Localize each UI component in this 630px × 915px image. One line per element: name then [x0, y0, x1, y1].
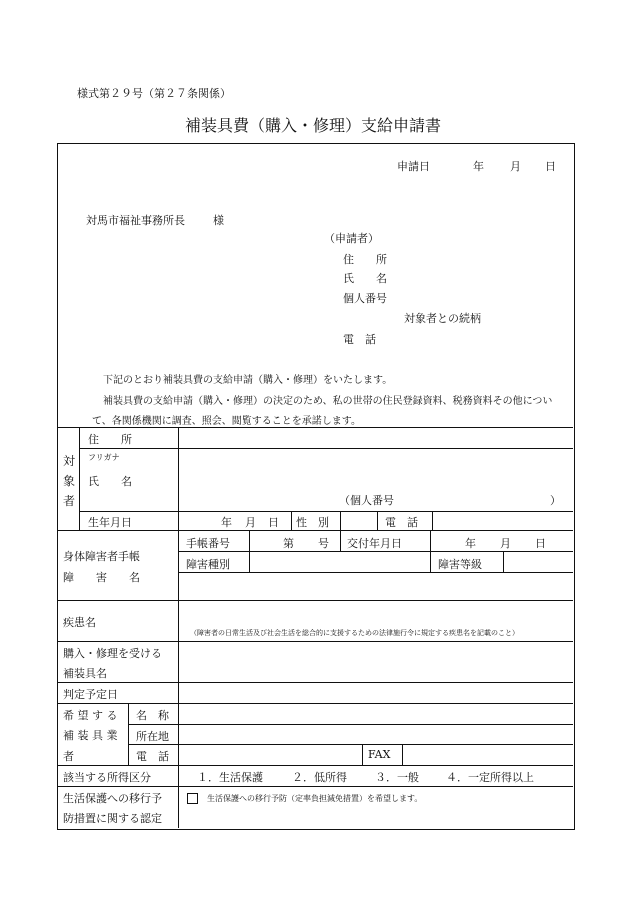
handbook-number-label: 手帳番号 — [186, 537, 230, 550]
subject-furigana-label: フリガナ — [88, 453, 120, 462]
applicant-phone-label: 電 話 — [343, 333, 376, 346]
birth-month: 月 — [245, 516, 256, 529]
subject-phone-label: 電 話 — [385, 516, 418, 529]
rule — [57, 765, 573, 766]
vendor-label-line1: 希 望 す る — [63, 709, 118, 722]
statement-line1: 下記のとおり補装具費の支給申請（購入・修理）をいたします。 — [103, 375, 393, 386]
rule — [249, 530, 250, 551]
rule — [57, 682, 573, 683]
statement-line3: て、各関係機関に調査、照会、閲覧することを承諾します。 — [92, 416, 361, 427]
vendor-location-label: 所在地 — [136, 730, 169, 743]
subject-personal-number-close: ） — [550, 494, 561, 507]
rule — [57, 600, 573, 601]
birth-year: 年 — [221, 516, 232, 529]
subject-birthdate-label: 生年月日 — [88, 516, 132, 529]
rule — [362, 744, 363, 765]
statement-line2: 補装具費の支給申請（購入・修理）の決定のため、私の世帯の住民登録資料、税務資料その他につい — [103, 396, 553, 407]
rule — [128, 744, 573, 745]
date-day: 日 — [545, 160, 556, 173]
subject-side-char3: 者 — [63, 494, 76, 508]
applicant-name-label: 氏 名 — [343, 272, 387, 285]
subject-side-char2: 象 — [63, 474, 76, 488]
gender-label: 性 別 — [296, 516, 329, 529]
birth-day: 日 — [268, 516, 279, 529]
rule — [430, 530, 431, 551]
subject-side-char1: 対 — [63, 454, 76, 468]
date-year: 年 — [473, 160, 484, 173]
rule — [291, 511, 292, 530]
relationship-label: 対象者との続柄 — [404, 312, 481, 325]
rule — [57, 530, 573, 531]
welfare-checkbox-text: 生活保護への移行予防（定率負担減免措置）を希望します。 — [207, 794, 423, 803]
vendor-label-line3: 者 — [63, 750, 74, 763]
disease-label: 疾患名 — [63, 616, 96, 629]
rule — [57, 786, 573, 787]
vendor-fax-label: FAX — [368, 748, 391, 761]
welfare-label-line2: 防措置に関する認定 — [63, 812, 162, 825]
form-number: 様式第２９号（第２７条関係） — [77, 87, 231, 100]
rule — [79, 511, 573, 512]
rule — [249, 551, 250, 572]
vendor-phone-label: 電 話 — [136, 750, 169, 763]
form-title: 補装具費（購入・修理）支給申請書 — [185, 116, 442, 135]
applicant-address-label: 住 所 — [343, 253, 387, 266]
judgement-date-label: 判定予定日 — [63, 688, 118, 701]
rule — [503, 551, 504, 572]
rule — [128, 724, 573, 725]
rule — [57, 427, 573, 428]
disability-grade-label: 障害等級 — [438, 558, 482, 571]
issue-day: 日 — [535, 537, 546, 550]
subject-name-label: 氏 名 — [88, 475, 132, 488]
rule — [178, 786, 179, 828]
handbook-label: 身体障害者手帳 — [63, 550, 140, 563]
rule — [57, 641, 573, 642]
rule — [128, 703, 129, 765]
disease-note: （障害者の日常生活及び社会生活を総合的に支援するための法律施行令に規定する疾患名を記載のこと） — [190, 629, 519, 637]
rule — [340, 530, 341, 551]
rule — [430, 551, 431, 572]
income-option-2: ２．低所得 — [292, 771, 347, 784]
rule — [79, 427, 80, 530]
rule — [178, 572, 573, 573]
income-option-1: １．生活保護 — [197, 771, 263, 784]
income-option-4: ４．一定所得以上 — [446, 771, 534, 784]
subject-personal-number-label: （個人番号 — [339, 494, 394, 507]
subject-address-label: 住 所 — [88, 433, 132, 446]
vendor-label-line2: 補 装 具 業 — [63, 729, 118, 742]
date-label: 申請日 — [397, 160, 430, 173]
rule — [79, 448, 573, 449]
rule — [340, 511, 341, 530]
applicant-label: （申請者） — [324, 232, 379, 245]
rule — [402, 744, 403, 765]
device-label-line2: 補装具名 — [63, 667, 107, 680]
income-label: 該当する所得区分 — [63, 771, 151, 784]
rule — [377, 511, 378, 530]
rule — [178, 427, 179, 786]
issue-month: 月 — [500, 537, 511, 550]
disability-name-label: 障 害 名 — [63, 571, 140, 584]
device-label-line1: 購入・修理を受ける — [63, 647, 162, 660]
form-frame — [57, 143, 575, 830]
handbook-go: 号 — [318, 537, 329, 550]
applicant-personal-number-label: 個人番号 — [343, 292, 387, 305]
welfare-label-line1: 生活保護への移行予 — [63, 792, 162, 805]
date-month: 月 — [510, 160, 521, 173]
issue-date-label: 交付年月日 — [347, 537, 402, 550]
honorific: 様 — [213, 214, 224, 227]
rule — [432, 511, 433, 530]
addressee: 対馬市福祉事務所長 — [86, 214, 185, 227]
handbook-dai: 第 — [283, 537, 294, 550]
disability-type-label: 障害種別 — [186, 558, 230, 571]
vendor-name-label: 名 称 — [136, 709, 169, 722]
rule — [57, 703, 573, 704]
welfare-checkbox[interactable] — [187, 793, 198, 804]
issue-year: 年 — [465, 537, 476, 550]
income-option-3: ３．一般 — [375, 771, 419, 784]
rule — [178, 551, 573, 552]
